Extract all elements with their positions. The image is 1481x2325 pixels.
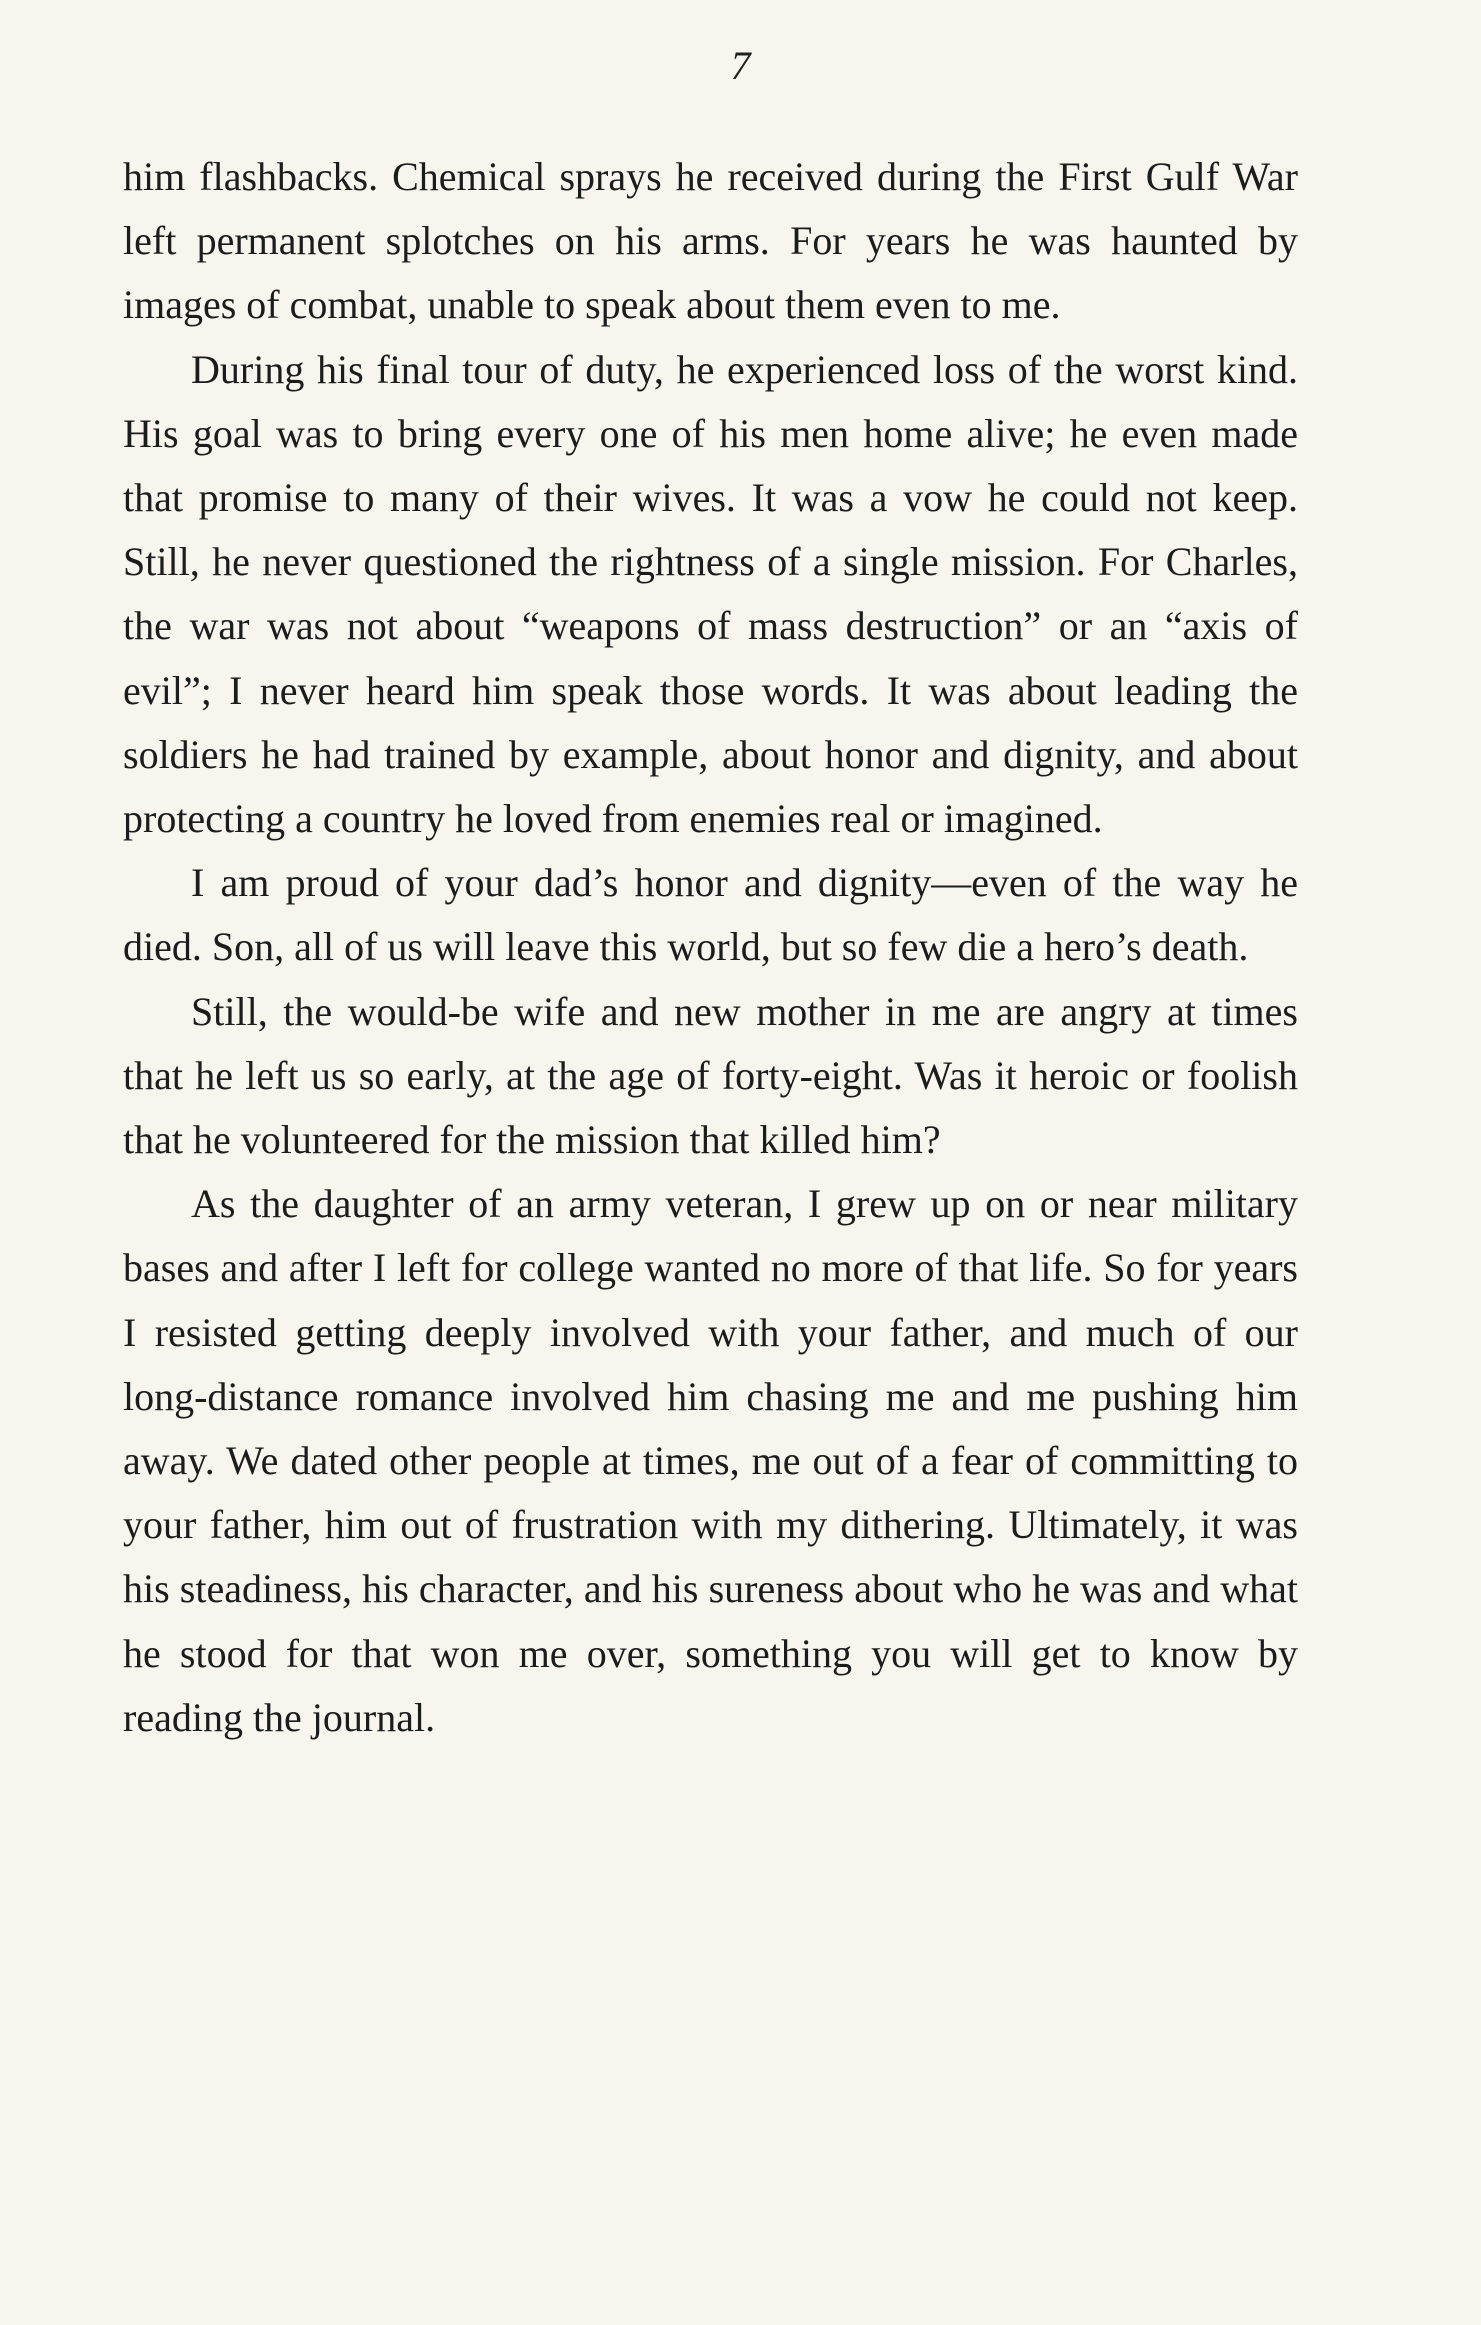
paragraph-5: As the daughter of an army veteran, I grew up on or near military bases and after I left for college wanted no more of that life. So for years I resisted getting deeply involved with your father, and much of our long-distance romance involved him chasing me and me pushing him away. We dated other people at times, me out of a fear of committing to your father, him out of frustration with my dithering. Ultimately, it was his steadiness, his character, and his sureness about who he was and what he stood for that won me over, something you will get to know by reading the journal.: [123, 1181, 1298, 1740]
page-number: 7: [730, 43, 751, 88]
paragraph-4: Still, the would-be wife and new mother in me are angry at times that he left us so early, at the age of forty-eight. Was it heroic or foolish that he volunteered for the mission that killed him?: [123, 988, 1298, 1163]
paragraph-2: During his final tour of duty, he experienced loss of the worst kind. His goal was to bring every one of his men home alive; he even made that promise to many of their wives. It was a vow he could not keep. Still, he never questioned the rightness of a single mission. For Charles, the war was not about “weapons of mass destruction” or an “axis of evil”; I never heard him speak those words. It was about leading the soldiers he had trained by example, about honor and dignity, and about protecting a country he loved from enemies real or imagined.: [123, 346, 1298, 842]
paragraph-1: him flashbacks. Chemical sprays he received during the First Gulf War left permanent splotches on his arms. For years he was haunted by images of combat, unable to speak about them even to me.: [123, 154, 1298, 328]
body-text: [123, 145, 1298, 1750]
paragraph-3: I am proud of your dad’s honor and dignity—even of the way he died. Son, all of us will leave this world, but so few die a hero’s death.: [123, 860, 1298, 970]
